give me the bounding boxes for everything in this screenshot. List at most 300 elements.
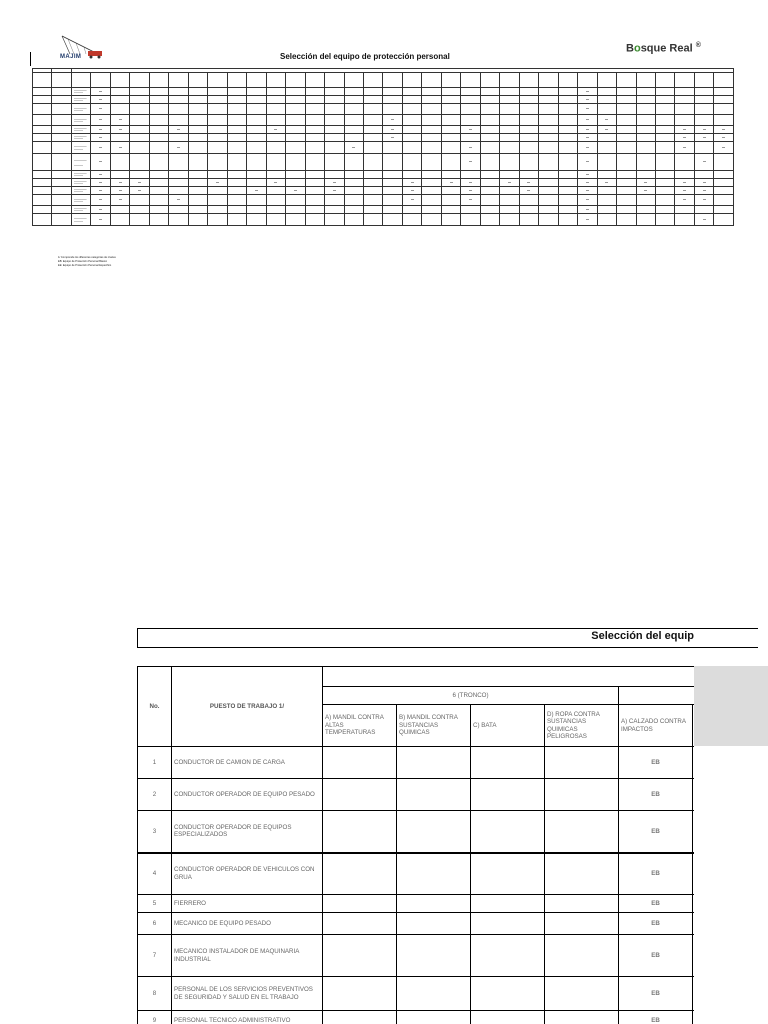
mini-header-cell	[33, 73, 52, 88]
row-number: 8	[138, 977, 172, 1011]
mini-cell	[266, 88, 285, 96]
mini-cell	[441, 195, 460, 206]
mini-cell	[130, 88, 149, 96]
mini-cell	[363, 126, 382, 134]
mini-puesto-cell	[71, 154, 90, 171]
mini-cell	[714, 88, 734, 96]
mini-cell	[344, 171, 363, 179]
mini-cell	[286, 104, 305, 115]
mini-cell	[91, 104, 110, 115]
mini-cell	[325, 171, 344, 179]
mini-cell	[694, 195, 713, 206]
mini-cell	[714, 206, 734, 214]
mini-cell	[325, 104, 344, 115]
mini-cell	[130, 179, 149, 187]
mini-puesto-cell	[71, 179, 90, 187]
mini-cell	[539, 154, 558, 171]
mini-puesto-cell	[71, 187, 90, 195]
mini-cell	[500, 126, 519, 134]
mini-cell	[422, 154, 441, 171]
mini-cell	[188, 214, 207, 226]
mini-cell	[539, 96, 558, 104]
row-number: 7	[138, 935, 172, 977]
mini-cell	[208, 88, 227, 96]
mini-cell	[110, 126, 129, 134]
mini-cell	[305, 142, 324, 154]
zoomed-sheet	[0, 600, 768, 1024]
mini-cell	[558, 134, 577, 142]
mini-cell	[441, 115, 460, 126]
cell	[693, 779, 695, 811]
mini-cell	[461, 195, 480, 206]
mini-cell	[539, 214, 558, 226]
mini-cell	[91, 214, 110, 226]
mini-cell	[110, 206, 129, 214]
mini-row	[33, 96, 734, 104]
mini-cell	[714, 142, 734, 154]
cell	[323, 811, 397, 853]
mini-cell	[597, 195, 616, 206]
cell	[397, 1011, 471, 1024]
mini-cell	[480, 142, 499, 154]
mini-header-cell	[130, 73, 149, 88]
table-row	[138, 747, 695, 779]
mini-cell	[227, 187, 246, 195]
cell	[323, 1011, 397, 1024]
mini-cell	[519, 88, 538, 96]
mini-cell	[402, 171, 421, 179]
mini-cell	[325, 214, 344, 226]
mini-cell	[33, 115, 52, 126]
mini-cell	[558, 115, 577, 126]
mini-cell	[227, 88, 246, 96]
mini-cell	[110, 115, 129, 126]
mini-cell	[636, 96, 655, 104]
mini-cell	[363, 187, 382, 195]
mini-cell	[422, 142, 441, 154]
mini-row	[33, 206, 734, 214]
header-group-tronco: 6 (TRONCO)	[323, 687, 619, 705]
mini-cell	[383, 171, 402, 179]
mini-cell	[578, 187, 597, 195]
mini-cell	[344, 206, 363, 214]
mini-puesto-cell	[71, 88, 90, 96]
cell-mark: EB	[619, 977, 693, 1011]
mini-cell	[208, 195, 227, 206]
mini-puesto-cell	[71, 115, 90, 126]
mini-cell	[305, 88, 324, 96]
mini-cell	[461, 126, 480, 134]
mini-cell	[402, 134, 421, 142]
mini-cell	[344, 104, 363, 115]
mini-cell	[227, 126, 246, 134]
mini-cell	[402, 115, 421, 126]
mini-cell	[480, 187, 499, 195]
mini-cell	[325, 195, 344, 206]
mini-cell	[344, 179, 363, 187]
cell	[693, 977, 695, 1011]
mini-header-cell	[208, 73, 227, 88]
mini-cell	[169, 134, 188, 142]
mini-cell	[91, 88, 110, 96]
mini-cell	[208, 171, 227, 179]
mini-header-cell	[694, 73, 713, 88]
mini-cell	[480, 96, 499, 104]
mini-cell	[286, 115, 305, 126]
mini-cell	[325, 126, 344, 134]
mini-cell	[247, 134, 266, 142]
mini-puesto-cell	[71, 171, 90, 179]
mini-cell	[305, 104, 324, 115]
mini-cell	[110, 214, 129, 226]
cell	[397, 935, 471, 977]
mini-header-cell	[286, 73, 305, 88]
mini-table	[32, 68, 734, 226]
mini-cell	[675, 96, 694, 104]
cell	[545, 935, 619, 977]
mini-row	[33, 142, 734, 154]
mini-cell	[266, 154, 285, 171]
mini-cell	[402, 142, 421, 154]
mini-cell	[149, 214, 168, 226]
mini-cell	[578, 115, 597, 126]
mini-cell	[33, 142, 52, 154]
mini-cell	[714, 187, 734, 195]
mini-cell	[558, 179, 577, 187]
mini-cell	[558, 206, 577, 214]
table-row	[138, 977, 695, 1011]
mini-cell	[636, 179, 655, 187]
mini-cell	[149, 179, 168, 187]
mini-cell	[52, 142, 71, 154]
mini-cell	[539, 126, 558, 134]
mini-cell	[383, 154, 402, 171]
mini-cell	[636, 206, 655, 214]
mini-cell	[617, 154, 636, 171]
mini-row	[33, 126, 734, 134]
mini-cell	[694, 171, 713, 179]
mini-cell	[33, 187, 52, 195]
mini-cell	[480, 115, 499, 126]
mini-cell	[266, 104, 285, 115]
mini-header-cell	[344, 73, 363, 88]
cell	[693, 811, 695, 853]
mini-header-cell	[402, 73, 421, 88]
mini-cell	[539, 187, 558, 195]
mini-cell	[227, 104, 246, 115]
mini-cell	[305, 179, 324, 187]
mini-cell	[91, 154, 110, 171]
mini-cell	[33, 134, 52, 142]
mini-cell	[33, 88, 52, 96]
mini-cell	[305, 171, 324, 179]
mini-header-cell	[247, 73, 266, 88]
document-sheet	[30, 30, 734, 268]
mini-cell	[247, 115, 266, 126]
mini-cell	[519, 126, 538, 134]
mini-header-cell	[52, 73, 71, 88]
mini-cell	[597, 171, 616, 179]
mini-cell	[208, 206, 227, 214]
mini-cell	[578, 154, 597, 171]
mini-cell	[149, 134, 168, 142]
mini-cell	[597, 206, 616, 214]
mini-header-cell	[110, 73, 129, 88]
row-puesto: PERSONAL DE LOS SERVICIOS PREVENTIVOS DE SEGURIDAD Y SALUD EN EL TRABAJO	[172, 977, 323, 1011]
header-sub-col: A) CALZADO CONTRA IMPACTOS	[619, 705, 693, 747]
mini-cell	[149, 88, 168, 96]
mini-cell	[227, 142, 246, 154]
mini-cell	[266, 171, 285, 179]
mini-cell	[363, 96, 382, 104]
mini-cell	[461, 115, 480, 126]
mini-cell	[636, 142, 655, 154]
mini-cell	[422, 187, 441, 195]
mini-header-cell	[325, 73, 344, 88]
mini-cell	[402, 187, 421, 195]
mini-cell	[539, 195, 558, 206]
mini-cell	[110, 88, 129, 96]
cell	[693, 913, 695, 935]
mini-cell	[208, 134, 227, 142]
logo-text: MAJIM	[60, 54, 82, 60]
mini-cell	[578, 134, 597, 142]
mini-cell	[694, 154, 713, 171]
zoom-table-wrap	[137, 666, 694, 1024]
mini-cell	[52, 134, 71, 142]
cell	[471, 811, 545, 853]
mini-cell	[500, 187, 519, 195]
mini-cell	[149, 126, 168, 134]
mini-header-cell	[597, 73, 616, 88]
mini-cell	[52, 126, 71, 134]
mini-cell	[675, 88, 694, 96]
mini-cell	[52, 171, 71, 179]
row-number: 5	[138, 895, 172, 913]
mini-cell	[597, 154, 616, 171]
mini-cell	[247, 187, 266, 195]
cell	[693, 895, 695, 913]
mini-cell	[694, 142, 713, 154]
mini-cell	[130, 154, 149, 171]
mini-cell	[500, 96, 519, 104]
mini-cell	[363, 195, 382, 206]
mini-cell	[188, 171, 207, 179]
cell	[323, 913, 397, 935]
cell	[323, 895, 397, 913]
mini-cell	[656, 154, 675, 171]
mini-header-cell	[422, 73, 441, 88]
mini-cell	[636, 126, 655, 134]
mini-cell	[675, 104, 694, 115]
mini-cell	[519, 187, 538, 195]
mini-cell	[266, 142, 285, 154]
mini-cell	[363, 142, 382, 154]
mini-cell	[208, 179, 227, 187]
mini-cell	[208, 187, 227, 195]
mini-cell	[617, 96, 636, 104]
mini-cell	[130, 171, 149, 179]
mini-cell	[694, 206, 713, 214]
mini-cell	[110, 96, 129, 104]
mini-cell	[247, 171, 266, 179]
mini-cell	[656, 104, 675, 115]
mini-cell	[578, 214, 597, 226]
mini-cell	[402, 179, 421, 187]
row-puesto: FIERRERO	[172, 895, 323, 913]
mini-cell	[383, 187, 402, 195]
mini-cell	[519, 171, 538, 179]
cell	[545, 779, 619, 811]
mini-cell	[130, 126, 149, 134]
mini-cell	[305, 206, 324, 214]
mini-cell	[597, 142, 616, 154]
mini-cell	[33, 171, 52, 179]
mini-cell	[558, 214, 577, 226]
mini-cell	[33, 206, 52, 214]
mini-cell	[617, 115, 636, 126]
cell-mark: EB	[619, 913, 693, 935]
cell	[397, 779, 471, 811]
mini-cell	[110, 171, 129, 179]
mini-cell	[130, 142, 149, 154]
mini-cell	[597, 214, 616, 226]
mini-header-cell	[461, 73, 480, 88]
mini-cell	[169, 154, 188, 171]
mini-cell	[266, 195, 285, 206]
cell	[471, 895, 545, 913]
mini-cell	[363, 171, 382, 179]
mini-cell	[694, 104, 713, 115]
cell	[693, 935, 695, 977]
mini-cell	[363, 154, 382, 171]
mini-cell	[149, 187, 168, 195]
mini-cell	[247, 214, 266, 226]
mini-cell	[461, 154, 480, 171]
mini-cell	[461, 104, 480, 115]
mini-cell	[33, 195, 52, 206]
mini-cell	[636, 187, 655, 195]
mini-cell	[694, 214, 713, 226]
mini-cell	[149, 154, 168, 171]
mini-cell	[558, 187, 577, 195]
mini-row	[33, 171, 734, 179]
mini-cell	[422, 171, 441, 179]
gray-panel	[694, 666, 768, 746]
mini-cell	[286, 96, 305, 104]
mini-cell	[519, 195, 538, 206]
mini-cell	[441, 126, 460, 134]
mini-cell	[91, 96, 110, 104]
mini-cell	[91, 126, 110, 134]
zoom-title-box	[137, 628, 758, 648]
mini-cell	[286, 134, 305, 142]
mini-cell	[91, 195, 110, 206]
mini-cell	[52, 154, 71, 171]
mini-cell	[519, 104, 538, 115]
mini-cell	[636, 104, 655, 115]
mini-cell	[363, 115, 382, 126]
mini-cell	[325, 134, 344, 142]
mini-cell	[636, 195, 655, 206]
cell-mark: EB	[619, 895, 693, 913]
mini-cell	[227, 134, 246, 142]
mini-cell	[227, 195, 246, 206]
mini-cell	[714, 96, 734, 104]
footnotes	[58, 256, 116, 269]
zoom-table	[137, 666, 694, 1024]
mini-cell	[286, 187, 305, 195]
mini-cell	[480, 171, 499, 179]
mini-cell	[441, 171, 460, 179]
mini-cell	[247, 206, 266, 214]
mini-cell	[480, 154, 499, 171]
cell	[471, 935, 545, 977]
mini-cell	[694, 88, 713, 96]
crane-logo-icon	[58, 34, 110, 68]
mini-cell	[110, 195, 129, 206]
mini-cell	[344, 126, 363, 134]
mini-cell	[461, 214, 480, 226]
mini-cell	[441, 142, 460, 154]
header-sub-col: D) ROPA CONTRA SUSTANCIAS QUIMICAS PELIGROSAS	[545, 705, 619, 747]
mini-header-cell	[714, 73, 734, 88]
mini-cell	[675, 134, 694, 142]
mini-cell	[383, 96, 402, 104]
mini-cell	[675, 206, 694, 214]
mini-cell	[500, 154, 519, 171]
mini-puesto-cell	[71, 126, 90, 134]
row-number: 9	[138, 1011, 172, 1024]
mini-cell	[383, 214, 402, 226]
row-number: 4	[138, 853, 172, 895]
mini-cell	[266, 134, 285, 142]
mini-header-cell	[363, 73, 382, 88]
mini-cell	[169, 206, 188, 214]
mini-cell	[422, 195, 441, 206]
mini-puesto-cell	[71, 104, 90, 115]
cell-mark: EB	[619, 779, 693, 811]
table-row	[138, 913, 695, 935]
mini-cell	[149, 195, 168, 206]
mini-cell	[130, 104, 149, 115]
mini-cell	[188, 154, 207, 171]
mini-cell	[130, 96, 149, 104]
mini-cell	[422, 134, 441, 142]
mini-cell	[169, 142, 188, 154]
mini-cell	[344, 134, 363, 142]
mini-cell	[33, 214, 52, 226]
mini-header-cell	[519, 73, 538, 88]
mini-cell	[344, 214, 363, 226]
mini-cell	[286, 179, 305, 187]
cell	[323, 747, 397, 779]
mini-cell	[325, 96, 344, 104]
mini-cell	[558, 88, 577, 96]
mini-cell	[305, 214, 324, 226]
mini-cell	[325, 154, 344, 171]
mini-cell	[441, 187, 460, 195]
mini-cell	[578, 179, 597, 187]
mini-cell	[188, 126, 207, 134]
mini-cell	[383, 88, 402, 96]
mini-cell	[33, 126, 52, 134]
mini-cell	[383, 104, 402, 115]
header-puesto: PUESTO DE TRABAJO 1/	[172, 667, 323, 747]
mini-cell	[539, 104, 558, 115]
cell	[471, 977, 545, 1011]
mini-cell	[149, 104, 168, 115]
